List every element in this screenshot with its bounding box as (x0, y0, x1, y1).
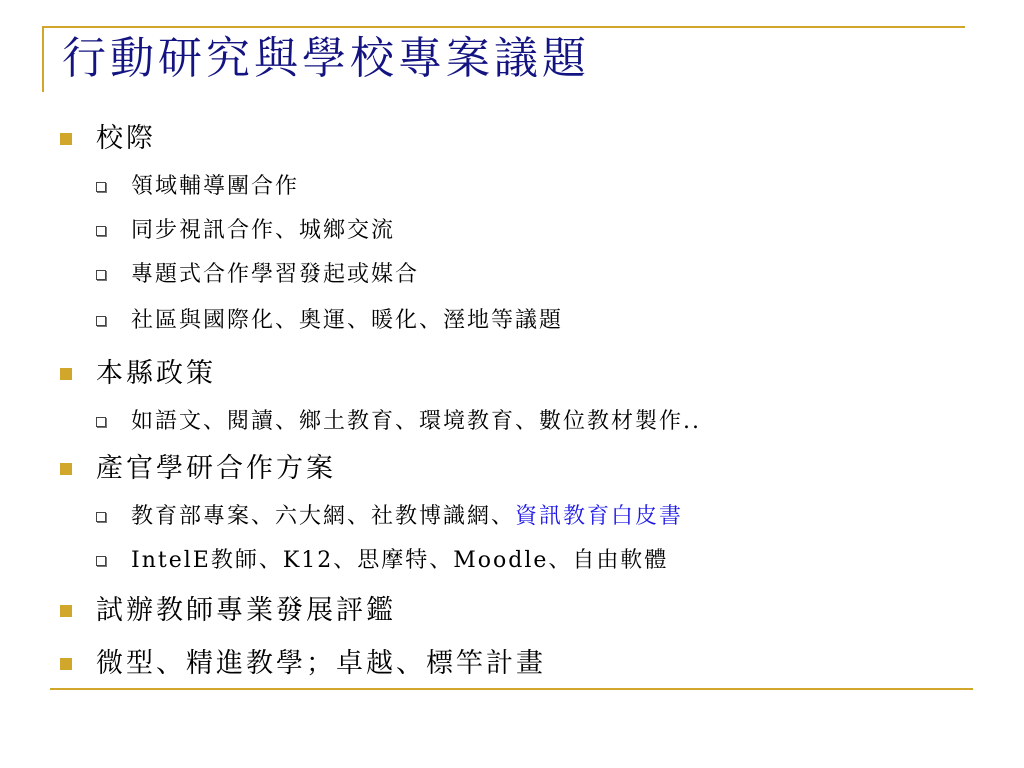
square-bullet-icon (60, 133, 72, 145)
bottom-rule (50, 688, 973, 690)
hollow-square-bullet-icon (96, 512, 106, 522)
sub-bullet-text: 如語文、閱讀、鄉土教育、環境教育、數位教材製作.. (131, 409, 701, 434)
sub-bullet-prefix: 教育部專案、六大網、社教博識網、 (131, 504, 516, 529)
hollow-square-bullet-icon (96, 226, 106, 236)
hollow-square-bullet-icon (96, 556, 106, 566)
white-paper-link[interactable]: 資訊教育白皮書 (515, 504, 684, 529)
bullet-text: 產官學研合作方案 (96, 453, 336, 484)
sub-bullet-text: 社區與國際化、奧運、暖化、溼地等議題 (131, 308, 564, 333)
bullet-text: 試辦教師專業發展評鑑 (96, 595, 396, 626)
hollow-square-bullet-icon (96, 316, 106, 326)
square-bullet-icon (60, 658, 72, 670)
bullet-text: 微型、精進教學；卓越、標竿計畫 (96, 648, 546, 679)
sub-bullet-text: 領域輔導團合作 (131, 174, 300, 199)
sub-bullet-text: 同步視訊合作、城鄉交流 (131, 218, 396, 243)
bullet-text: 校際 (96, 123, 156, 154)
square-bullet-icon (60, 605, 72, 617)
hollow-square-bullet-icon (96, 182, 106, 192)
square-bullet-icon (60, 368, 72, 380)
bullet-text: 本縣政策 (96, 358, 216, 389)
hollow-square-bullet-icon (96, 270, 106, 280)
sub-bullet-text: IntelE教師、K12、思摩特、Moodle、自由軟體 (131, 548, 669, 573)
hollow-square-bullet-icon (96, 417, 106, 427)
sub-bullet-text: 專題式合作學習發起或媒合 (131, 262, 420, 287)
square-bullet-icon (60, 463, 72, 475)
slide-title: 行動研究與學校專案議題 (62, 33, 590, 84)
sub-bullet-text (131, 502, 683, 532)
